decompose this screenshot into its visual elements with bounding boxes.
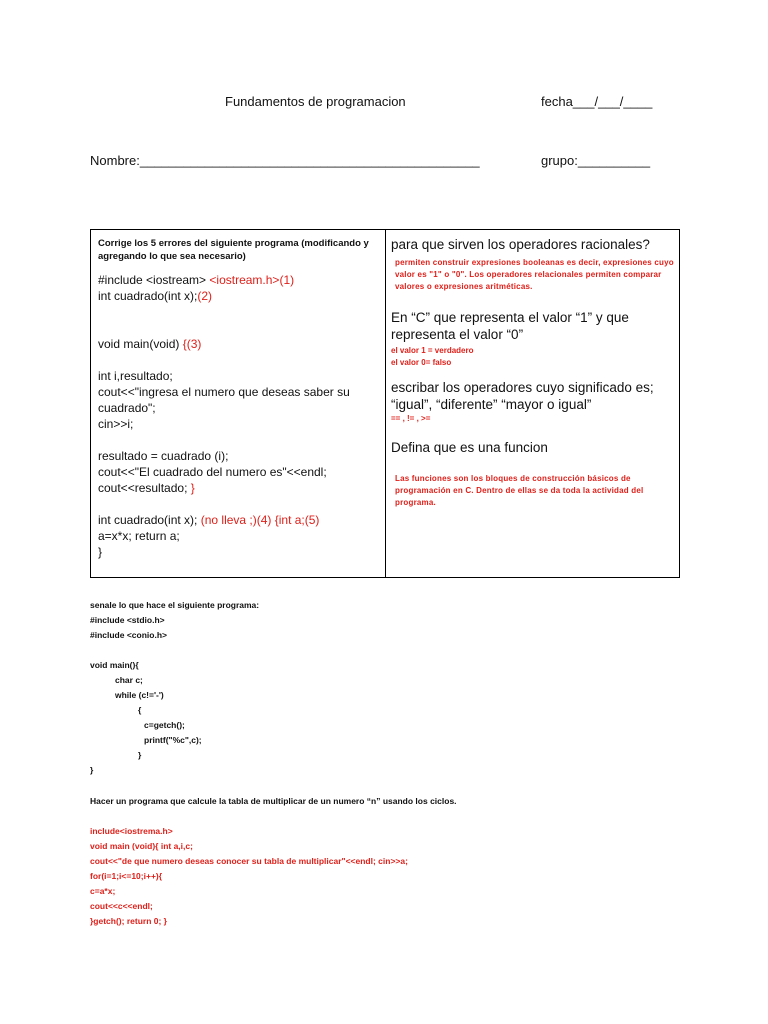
code-line-3: void main(void) {(3) xyxy=(98,337,202,351)
section3-line: for(i=1;i<=10;i++){ xyxy=(90,871,163,881)
correction-1: <iostream.h>(1) xyxy=(209,273,295,287)
section2-line: #include <conio.h> xyxy=(90,630,167,640)
section2-line: while (c!='-') xyxy=(115,690,164,700)
answer-4: Las funciones son los bloques de construcción básicos de programación en C. Dentro de ellas se da toda la actividad del programa. xyxy=(395,474,644,507)
correction-2: (2) xyxy=(197,289,213,303)
date-field: fecha___/___/____ xyxy=(541,94,653,109)
page-title: Fundamentos de programacion xyxy=(225,94,406,109)
name-field: Nombre:_______________________________________________ xyxy=(90,153,480,168)
section2-line: char c; xyxy=(115,675,143,685)
section3-line: void main (void){ int a,i,c; xyxy=(90,841,193,851)
question-1: para que sirven los operadores racionales? xyxy=(391,237,650,252)
answer-2-line-2: el valor 0= falso xyxy=(391,358,452,367)
question-2: En “C” que representa el valor “1” y que representa el valor “0” xyxy=(391,310,629,342)
code-line-11: a=x*x; return a; xyxy=(98,529,180,543)
section3-line: }getch(); return 0; } xyxy=(90,916,167,926)
answer-2-line-1: el valor 1 = verdadero xyxy=(391,346,474,355)
question-3: escribar los operadores cuyo significado es; “igual”, “diferente” “mayor o igual” xyxy=(391,380,654,412)
section2-line: } xyxy=(138,750,142,760)
question-4: Defina que es una funcion xyxy=(391,440,548,455)
code-line-9: cout<<resultado; } xyxy=(98,481,195,495)
correction-3: {(3) xyxy=(182,337,202,351)
code-line-4: int i,resultado; xyxy=(98,369,173,383)
correction-brace: } xyxy=(190,481,195,495)
code-line-10: int cuadrado(int x); (no lleva ;)(4) {int a;(5) xyxy=(98,513,320,527)
code-line-7: resultado = cuadrado (i); xyxy=(98,449,229,463)
section3-line: cout<<"de que numero deseas conocer su tabla de multiplicar"<<endl; cin>>a; xyxy=(90,856,408,866)
code-line-12: } xyxy=(98,545,103,559)
section3-line: include<iostrema.h> xyxy=(90,826,173,836)
section3-line: c=a*x; xyxy=(90,886,116,896)
answer-3: == , != , >= xyxy=(391,414,431,423)
section2-line: { xyxy=(138,705,142,715)
section3-line: cout<<c<<endl; xyxy=(90,901,153,911)
left-panel xyxy=(98,237,380,560)
group-field: grupo:__________ xyxy=(541,153,651,168)
section2-line: c=getch(); xyxy=(144,720,185,730)
code-line-8: cout<<"El cuadrado del numero es"<<endl; xyxy=(98,465,327,479)
correction-4-5: (no lleva ;)(4) {int a;(5) xyxy=(200,513,320,527)
left-instruction: Corrige los 5 errores del siguiente programa (modificando y agregando lo que sea necesario) xyxy=(98,238,369,262)
code-line-5: cout<<"ingresa el numero que deseas saber su cuadrado"; xyxy=(98,385,350,415)
section2-line: } xyxy=(90,765,94,775)
section2-line: #include <stdio.h> xyxy=(90,615,165,625)
code-line-1: #include <iostream> <iostream.h>(1) xyxy=(98,273,295,287)
code-line-2: int cuadrado(int x);(2) xyxy=(98,289,213,303)
section2-title: senale lo que hace el siguiente programa: xyxy=(90,600,260,610)
exercise-table xyxy=(90,229,680,578)
table-divider xyxy=(385,230,386,577)
section3-title: Hacer un programa que calcule la tabla de multiplicar de un numero “n” usando los ciclos. xyxy=(90,796,457,806)
section2-line: printf("%c",c); xyxy=(144,735,202,745)
code-line-6: cin>>i; xyxy=(98,417,134,431)
answer-1: permiten construir expresiones booleanas es decir, expresiones cuyo valor es "1" o "0". Los operadores relacionales permiten comparar valores o expresiones aritméticas. xyxy=(395,258,674,291)
right-panel xyxy=(391,236,679,509)
section2-line: void main(){ xyxy=(90,660,139,670)
